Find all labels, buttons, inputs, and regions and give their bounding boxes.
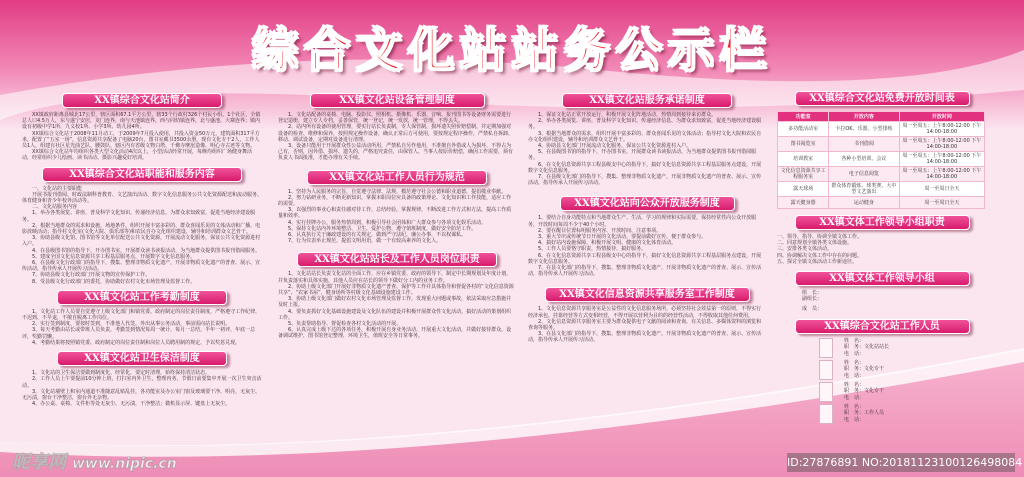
paragraph: 3、在县文化部门的指导下，搜集、整理非物质文化遗产，开展非物质文化遗产的普查、展示、宣传活动，指导传承人开展传习活动。 bbox=[528, 331, 762, 344]
section-body bbox=[22, 112, 262, 162]
section-body bbox=[528, 215, 766, 277]
section-open bbox=[528, 196, 766, 277]
paragraph: 7、行为仪表举止规范，提倡文明用语，做一个有较高素养的文化人。 bbox=[288, 238, 442, 245]
section-equipment bbox=[278, 93, 516, 162]
section-info bbox=[528, 287, 766, 343]
section-body bbox=[278, 112, 516, 162]
paragraph: 4、在县级图书馆的指导下，开办图书室，开展群众读书读报活动，为当地群众提供图书报刊借阅服务。 bbox=[32, 247, 261, 254]
page-title: 综合文化站站务公示栏 bbox=[252, 23, 772, 77]
paragraph: 1、文化信息资源共享服务室是公益性的文化信息服务场所，必须坚持社会效益第一的原则，不得实行经济承包、挂靠经营等方式变相经营，不得开展以营利为目的的经营性活动，不得收取其他任何费用。 bbox=[528, 306, 762, 319]
paragraph: 1、要结合自身功能特点和当地群众生产、生活、学习的规律和实际需要，保持经常性向公众开放服务，开放时间每周不少于40个小时。 bbox=[528, 215, 757, 228]
table-row bbox=[778, 197, 985, 209]
section-heading: XX镇文化站卫生保洁制度 bbox=[57, 351, 227, 366]
paragraph: 3、设备只能用于开展群众性公益活动所用，严禁私自另作他用，不准擅自外借或人为损坏，不得占为己有，否则，因外借、损坏、遗失的，严格追究责任，由保管人、当事人按原价赔偿，确因工作需要，须有负责人书面批准，才能办理有关手续。 bbox=[278, 143, 514, 162]
section-conduct bbox=[278, 170, 516, 245]
staff-info bbox=[844, 360, 884, 380]
photo-placeholder bbox=[819, 338, 833, 358]
table-cell: 运动健身 bbox=[829, 197, 900, 209]
section-staff bbox=[777, 319, 987, 424]
column-header: 功能室 bbox=[778, 112, 829, 122]
photo-placeholder bbox=[819, 360, 833, 380]
table-row bbox=[778, 122, 985, 137]
paragraph: 6、在文化信息资源共享工程县级支中心的指导下，搞好文化信息资源共享工程基层服务点建设，开展数字文化信息服务。 bbox=[528, 161, 762, 174]
table-cell: 群众体育锻炼、球类赛、大中型文艺演出 bbox=[829, 182, 900, 197]
leader-field: 组 长： bbox=[802, 290, 823, 297]
paragraph: 7、协助县级文化行政部门开展文物的宣传保护工作。 bbox=[32, 272, 151, 279]
staff-entry bbox=[819, 338, 987, 358]
section-functions bbox=[22, 167, 262, 285]
section-body bbox=[22, 370, 262, 407]
section-heading: XX镇文化站服务承诺制度 bbox=[562, 93, 732, 108]
table-cell: 图书阅览室 bbox=[778, 137, 829, 152]
paragraph: 4、要负责抓好文化基础设施建设及文化队伍的建设并积极开展群众性文化活动，搞好活动的策划组织工作。 bbox=[278, 308, 512, 321]
section-schedule bbox=[777, 91, 987, 209]
paragraph: 3、每天考勤由站长或带班人员负责，考勤签到情况每周一统计，每月一总结，半年一初评，年底一总评，奖勤罚懒。 bbox=[22, 327, 256, 340]
section-body bbox=[528, 112, 766, 186]
table-cell: 露天健身器 bbox=[778, 197, 829, 209]
section-heading: XX镇综合文化站简介 bbox=[62, 93, 222, 108]
paragraph: 三、安排各类文体活动。 bbox=[777, 246, 833, 253]
staff-phone: 电 话： bbox=[844, 350, 865, 357]
photo-placeholder bbox=[819, 382, 833, 402]
paragraph: 1、文化站工作人员要自觉遵守上级文化部门和镇党委、政府制定的岗位责任制度，严格遵守工作纪律，不迟到、不早退，不擅自脱离工作岗位。 bbox=[22, 308, 261, 322]
paragraph: 开展书报刊借阅、时政法制科普教育、文艺演出活动、数字文化信息服务公共文化资源配送和流动服务、体育健身和青少年校外活动等。 bbox=[22, 191, 263, 205]
column-header: 开放时间 bbox=[899, 112, 984, 122]
paragraph: XX镇综合文化站年均组织各类大型文化活动4次以上，小型活动经常开展，每晚均组织广场健身舞活动，经常组织少儿绘画、读书活动、摄影兴趣爱好培训。 bbox=[22, 149, 253, 162]
staff-info bbox=[844, 404, 884, 424]
watermark-logo bbox=[12, 452, 177, 475]
paragraph: 6、在文化信息资源共享工程县级支中心的指导下，搞好文化信息资源共享工程基层服务点建设，开展数字文化信息服务。 bbox=[528, 252, 762, 265]
paragraph: 4、考勤结果将按照镇党委、政府制定的岗位责任制和岗位人员聘用制的规定，予以奖惩兑现。 bbox=[32, 339, 241, 346]
section-body bbox=[528, 306, 766, 343]
table-row bbox=[778, 137, 985, 152]
section-body bbox=[22, 186, 262, 285]
paragraph: XX镇政府距离县城北17公里，辖区面积67.1平方公里，辖33个行政村326个村民小组，1个社区，全镇总人口4.5万人，东与遂宁安居，龙门连界，南与天池镇连界，西与同幼镇连界，北与盛池、大寨连界；镇内设有初级中学1所、九义校1所、小学3所、幼儿园4所。 bbox=[22, 112, 261, 131]
paragraph: 1、文化站站长负责文化站的全面工作，应在乡镇党委、政府的领导下，制定中长期规划及年度计划，并负责落实和具体实施，其他人员应在站长的领导下做好分工内的业务工作。 bbox=[278, 271, 512, 284]
staff-post: 职 务：文化专干 bbox=[844, 366, 885, 373]
column-1 bbox=[22, 93, 262, 407]
section-duties bbox=[278, 252, 516, 339]
deputy-field: 副组长： bbox=[802, 296, 823, 303]
staff-entry bbox=[819, 360, 987, 380]
paragraph: 7、在县文化部门的指导下，搜集、整理非物质文化遗产，开展非物质文化遗产的普查、展示、宣传活动，指导传承人开展传习活动。 bbox=[528, 265, 762, 278]
section-body bbox=[278, 271, 516, 339]
section-leadership_duties bbox=[777, 215, 987, 265]
paragraph: 1、文化站的卫生保洁要做到制度化、经常化，要定时清理，始终保持清洁状态。 bbox=[32, 370, 211, 377]
paragraph: 4、搞好站内设施保障，积极开展文明、健康的文化体育活动。 bbox=[538, 240, 677, 247]
table-cell: 周一至周五：上午8:00-12:00 下午14:00-18:00 bbox=[899, 122, 984, 137]
table-header-row bbox=[778, 112, 985, 122]
staff-post: 职 务：文化专干 bbox=[844, 388, 885, 395]
paragraph: 3、协助县级文化馆、图书馆等文化单位配送公共文化资源，开展流动文化服务，保证公共文化资源进村入户。 bbox=[22, 235, 261, 248]
paragraph: 5、建成全国文化信息资源共享工程基层服务点，开展数字文化信息服务。 bbox=[32, 253, 196, 260]
table-cell: 露天球场 bbox=[778, 182, 829, 197]
section-heading: XX镇文化站向公众开放服务制度 bbox=[560, 196, 735, 211]
paragraph: 5、保持文化站内外环境整洁、卫生，爱护公物，遵守值班制度，做好安全防范工作。 bbox=[288, 225, 477, 232]
schedule-table bbox=[777, 111, 985, 209]
column-header: 开放内容 bbox=[829, 112, 900, 122]
table-cell: 周一至周五：上午8:00-12:00 下午14:00-18:00 bbox=[899, 137, 984, 152]
staff-info bbox=[844, 338, 889, 358]
paragraph: 6、认真完成上级下达的各项任务，积极开展自身业务活动，开展重大文化活动，并做好接待群众，设备调试维护，图书馆登记整理，环境卫生，值班安全等日常事务。 bbox=[278, 327, 512, 340]
section-hygiene bbox=[22, 351, 262, 407]
section-heading: XX镇文化站工作人员行为规范 bbox=[307, 170, 487, 185]
paragraph: 2、努力钻研业务，不断更新知识，掌握本职岗位应具备的政策理论、文化知识和工作技能，适应工作的需要。 bbox=[278, 194, 512, 208]
paragraph: 2、举办各类展览、讲座，普及科学文化知识，传递经济信息，为群众求知致富，促进当地经济建设服务。 bbox=[528, 118, 762, 131]
paragraph: 7、在县级文化部门的指导下，搜集、整理非物质文化遗产，开展非物质文化遗产的普查、展示、宣传活动，指导传承人开展传习活动。 bbox=[528, 174, 762, 187]
staff-name: 姓 名： bbox=[844, 403, 865, 410]
staff-post: 职 务：文化站站长 bbox=[844, 344, 890, 351]
photo-placeholder bbox=[819, 404, 833, 424]
paragraph: 二、同意规划全镇各类文体设施。 bbox=[777, 240, 853, 247]
staff-post: 职 务：工作人员 bbox=[844, 410, 885, 417]
section-body bbox=[777, 234, 987, 265]
watermark-id: ID:27876891 NO:20181123100126498084 bbox=[787, 453, 1015, 472]
staff-phone: 电 话： bbox=[844, 416, 865, 423]
paragraph: 3、根据当地群众的需求，组织开展丰富多彩的、群众喜闻乐见的文体活动；指导村文化大院和农民自办文化组织建设，辅导和培训群众文艺骨干。 bbox=[528, 130, 762, 143]
table-cell: 周一至周日全天 bbox=[899, 182, 984, 197]
leadership-body bbox=[777, 290, 987, 313]
section-promise bbox=[528, 93, 766, 186]
paragraph: 2、工作人员上午要提前10分钟上班，打扫室内外卫生，整理内务，节假日前要集中开展一次卫生突击活动。 bbox=[22, 376, 262, 389]
staff-entry bbox=[819, 404, 987, 424]
paragraph: 1、保证文化站正常开放运行，积极开展文化阵地活动，热情周到接待来访群众。 bbox=[538, 112, 717, 118]
paragraph: 2、要在醒目位置标明服务内容、开放时间、注意事项。 bbox=[538, 227, 662, 234]
section-body bbox=[22, 309, 262, 346]
section-leadership bbox=[777, 271, 987, 313]
section-intro bbox=[22, 93, 262, 162]
staff-phone: 电 话： bbox=[844, 394, 865, 401]
section-attendance bbox=[22, 290, 262, 346]
section-heading: XX镇综合文化站职能和服务内容 bbox=[42, 167, 242, 182]
paragraph: 4、办公桌、桌椅、文件柜等处无灰尘、无污渍，干净整洁；微机显示屏、键盘上无灰尘。 bbox=[32, 401, 231, 408]
section-heading: XX镇文体工作领导小组职责 bbox=[795, 215, 970, 230]
paragraph: 3、重大节庆或传统节日开展的文化活动，要提前做好宣传，便于群众参与。 bbox=[538, 234, 707, 241]
staff-phone: 电 话： bbox=[844, 372, 865, 379]
paragraph: 一、领导、指导、协调全镇文体工作。 bbox=[777, 234, 863, 240]
paragraph: 2、站内所有设备的使用管理，要实行站长负责制，专人保管制，损坏遗失照价赔偿制，并定期加强对设备的检查、维修和保养，按照规定操作设备，确认正常后方可使用，要按规定程序操作，严禁私自拆卸、移动、调试设备，定期对设备进行清理。 bbox=[278, 124, 514, 143]
table-cell: 周一至周日全天 bbox=[899, 197, 984, 209]
paragraph: 二、文化站服务内容 bbox=[32, 204, 78, 211]
table-row bbox=[778, 182, 985, 197]
paragraph: 6、认真执行关于廉政建设的有关规定，做到严守法纪，廉公办事，不以权谋私。 bbox=[288, 232, 467, 239]
section-heading: XX镇文化站设备管理制度 bbox=[310, 93, 485, 108]
paragraph: 1、文化站配备的桌椅、电脑、投影仪、照相机、摄像机、乐器、音响、报刊图书等设备财务需要进行登记造册，建立专人专档，妥善保管，统一登记，统一发放，统一管理，不得丢失。 bbox=[278, 112, 512, 125]
table-row bbox=[778, 167, 985, 182]
paragraph: 1、举办各类展览、讲座，普及科学文化知识，传递经济信息，为群众求知致富，促进当地经济建设服务。 bbox=[22, 210, 256, 223]
column-4 bbox=[777, 91, 987, 424]
column-2 bbox=[278, 93, 516, 340]
paragraph: 8、受县级文化行政部门的委托，协助做好农村文化市场管理及监督工作。 bbox=[32, 278, 196, 285]
table-row bbox=[778, 152, 985, 167]
paragraph: 4、协助县文化部门开展流动文化服务，保证公共文化资源进村入户。 bbox=[538, 143, 692, 150]
table-cell: 文化信息资源共享工程服务室 bbox=[778, 167, 829, 182]
paragraph: 5、负责帮助指导、督促检查各村文化活动的开展。 bbox=[288, 321, 402, 328]
section-heading: XX镇文化站站长及工作人员岗位职责 bbox=[297, 252, 497, 267]
paragraph: 1、坚持为人民服务的宗旨，自觉遵守法律、法规，模范遵守社会公德和职业道德，提倡敬业奉献。 bbox=[288, 188, 507, 195]
table-cell: 培训教室 bbox=[778, 152, 829, 167]
table-cell: 卡拉OK、乐器、小型排练 bbox=[829, 122, 900, 137]
section-heading: XX镇文化信息资源共享服务室工作制度 bbox=[545, 287, 750, 302]
paragraph: 4、实行挂牌办公，服务热情周到，积极引导社会团体和广大群众参与各项文化娱乐活动。 bbox=[288, 219, 487, 226]
paragraph: 一、文化站的主要职能 bbox=[32, 185, 83, 192]
paragraph: 四、协调解决文体工作中存在的问题。 bbox=[777, 252, 863, 259]
staff-name: 姓 名： bbox=[844, 381, 865, 388]
section-heading: XX镇综合文化站工作人员 bbox=[795, 319, 970, 334]
paragraph: 5、工作人员要恪守职责，热情接待，搞好服务。 bbox=[538, 246, 647, 253]
paragraph: 6、在县级文化行政部门的指导下，搜集、整理非物质文化遗产，开展非物质文化遗产的普查、展示、宣传活动，指导传承人开展传习活动。 bbox=[22, 260, 261, 273]
paragraph: 2、文化信息资源共享服务室主要为群众提供电子文献的阅读和查询，有关信息、多媒体资料的浏览和查询等服务。 bbox=[528, 318, 762, 332]
paragraph: 2、协助上级文化部门开展好非物质文化遗产普查、保护等工作并具体指导和督促各村的“文化信息资源共享”、“农家书屋”，健身场所等村级文化基础设施建设工作。 bbox=[278, 283, 514, 297]
members-field: 成 员： bbox=[802, 306, 823, 313]
paragraph: 5、在县级图书馆的指导下，开办图书室，开展群众读书读报活动，为当地群众提供图书报刊借阅服务。 bbox=[528, 149, 757, 162]
staff-entry bbox=[819, 382, 987, 402]
watermark-url: www.nipic.cn bbox=[72, 456, 177, 472]
paragraph: 2、实行签到制度，要按时签到，不准他人代签，外出从事公务活动，事前需向站长说明。 bbox=[32, 321, 231, 328]
table-cell: 周一至周五：上午8:00-12:00 下午14:00-18:00 bbox=[899, 167, 984, 182]
section-heading: XX镇文体工作领导小组 bbox=[795, 271, 970, 286]
table-cell: 各种小型培训、会议 bbox=[829, 152, 900, 167]
paragraph: 3、协助上级文化部门做好农村文化市场管理及监督工作，发现重大问题或事故，依法采取应急措施并及时上报。 bbox=[278, 296, 512, 309]
paragraph: 2、根据当地群众的需求和设施、场地条件，组织开展丰富多彩的、群众喜闻乐见的文体活动和广播、电影放映活动；指导村文化室(文化大院、俱乐部等)和农民自办文化组织建设，辅导和培训群众文艺骨干。 bbox=[22, 222, 261, 236]
table-cell: 书刊借阅 bbox=[829, 137, 900, 152]
staff-name: 姓 名： bbox=[844, 359, 865, 366]
staff-name: 姓 名： bbox=[844, 337, 865, 344]
table-cell: 周一至周五：上午8:00-12:00 下午14:00-18:00 bbox=[899, 152, 984, 167]
section-heading: XX镇文化站工作考勤制度 bbox=[57, 290, 227, 305]
paragraph: 五、探讨全镇文体活动工作新途径。 bbox=[777, 258, 858, 265]
table-cell: 电子信息阅览 bbox=[829, 167, 900, 182]
watermark-logo-text: 昵享网 bbox=[12, 452, 66, 473]
paragraph: 3、以强烈的事业心和责任感对待工作，总结经验，掌握规律，不断改进工作方式和方法，提高工作质量和效率。 bbox=[278, 207, 512, 220]
paragraph: XX镇综合文化站于2008年11月动工，于2009年7月投入使用，共投入资金50万元，建筑面积317平方米，配置了“五室一场”，信息资源共享配备了电脑20台，图书室藏书3500余册，现有文化专干2人，工作人员1人，组建有社区星光曲艺队、腰鼓队，辖区内有省级文物白塔、千佛寺摩崖造像、明心寺古迹等文物。 bbox=[22, 130, 260, 150]
paragraph: 3、文化站墙壁上和室内通道不准随意乱贴乱挂，各功能室及办公室门窗及玻璃要干净、明亮，无灰尘、无污渍，窗台干净整洁，窗台外无杂物。 bbox=[22, 388, 261, 401]
table-cell: 多功能活动室 bbox=[778, 122, 829, 137]
column-3 bbox=[528, 93, 766, 344]
section-heading: XX镇综合文化站免费开放时间表 bbox=[795, 91, 970, 106]
section-body bbox=[278, 189, 516, 245]
staff-info bbox=[844, 382, 884, 402]
staff-list bbox=[777, 338, 987, 424]
